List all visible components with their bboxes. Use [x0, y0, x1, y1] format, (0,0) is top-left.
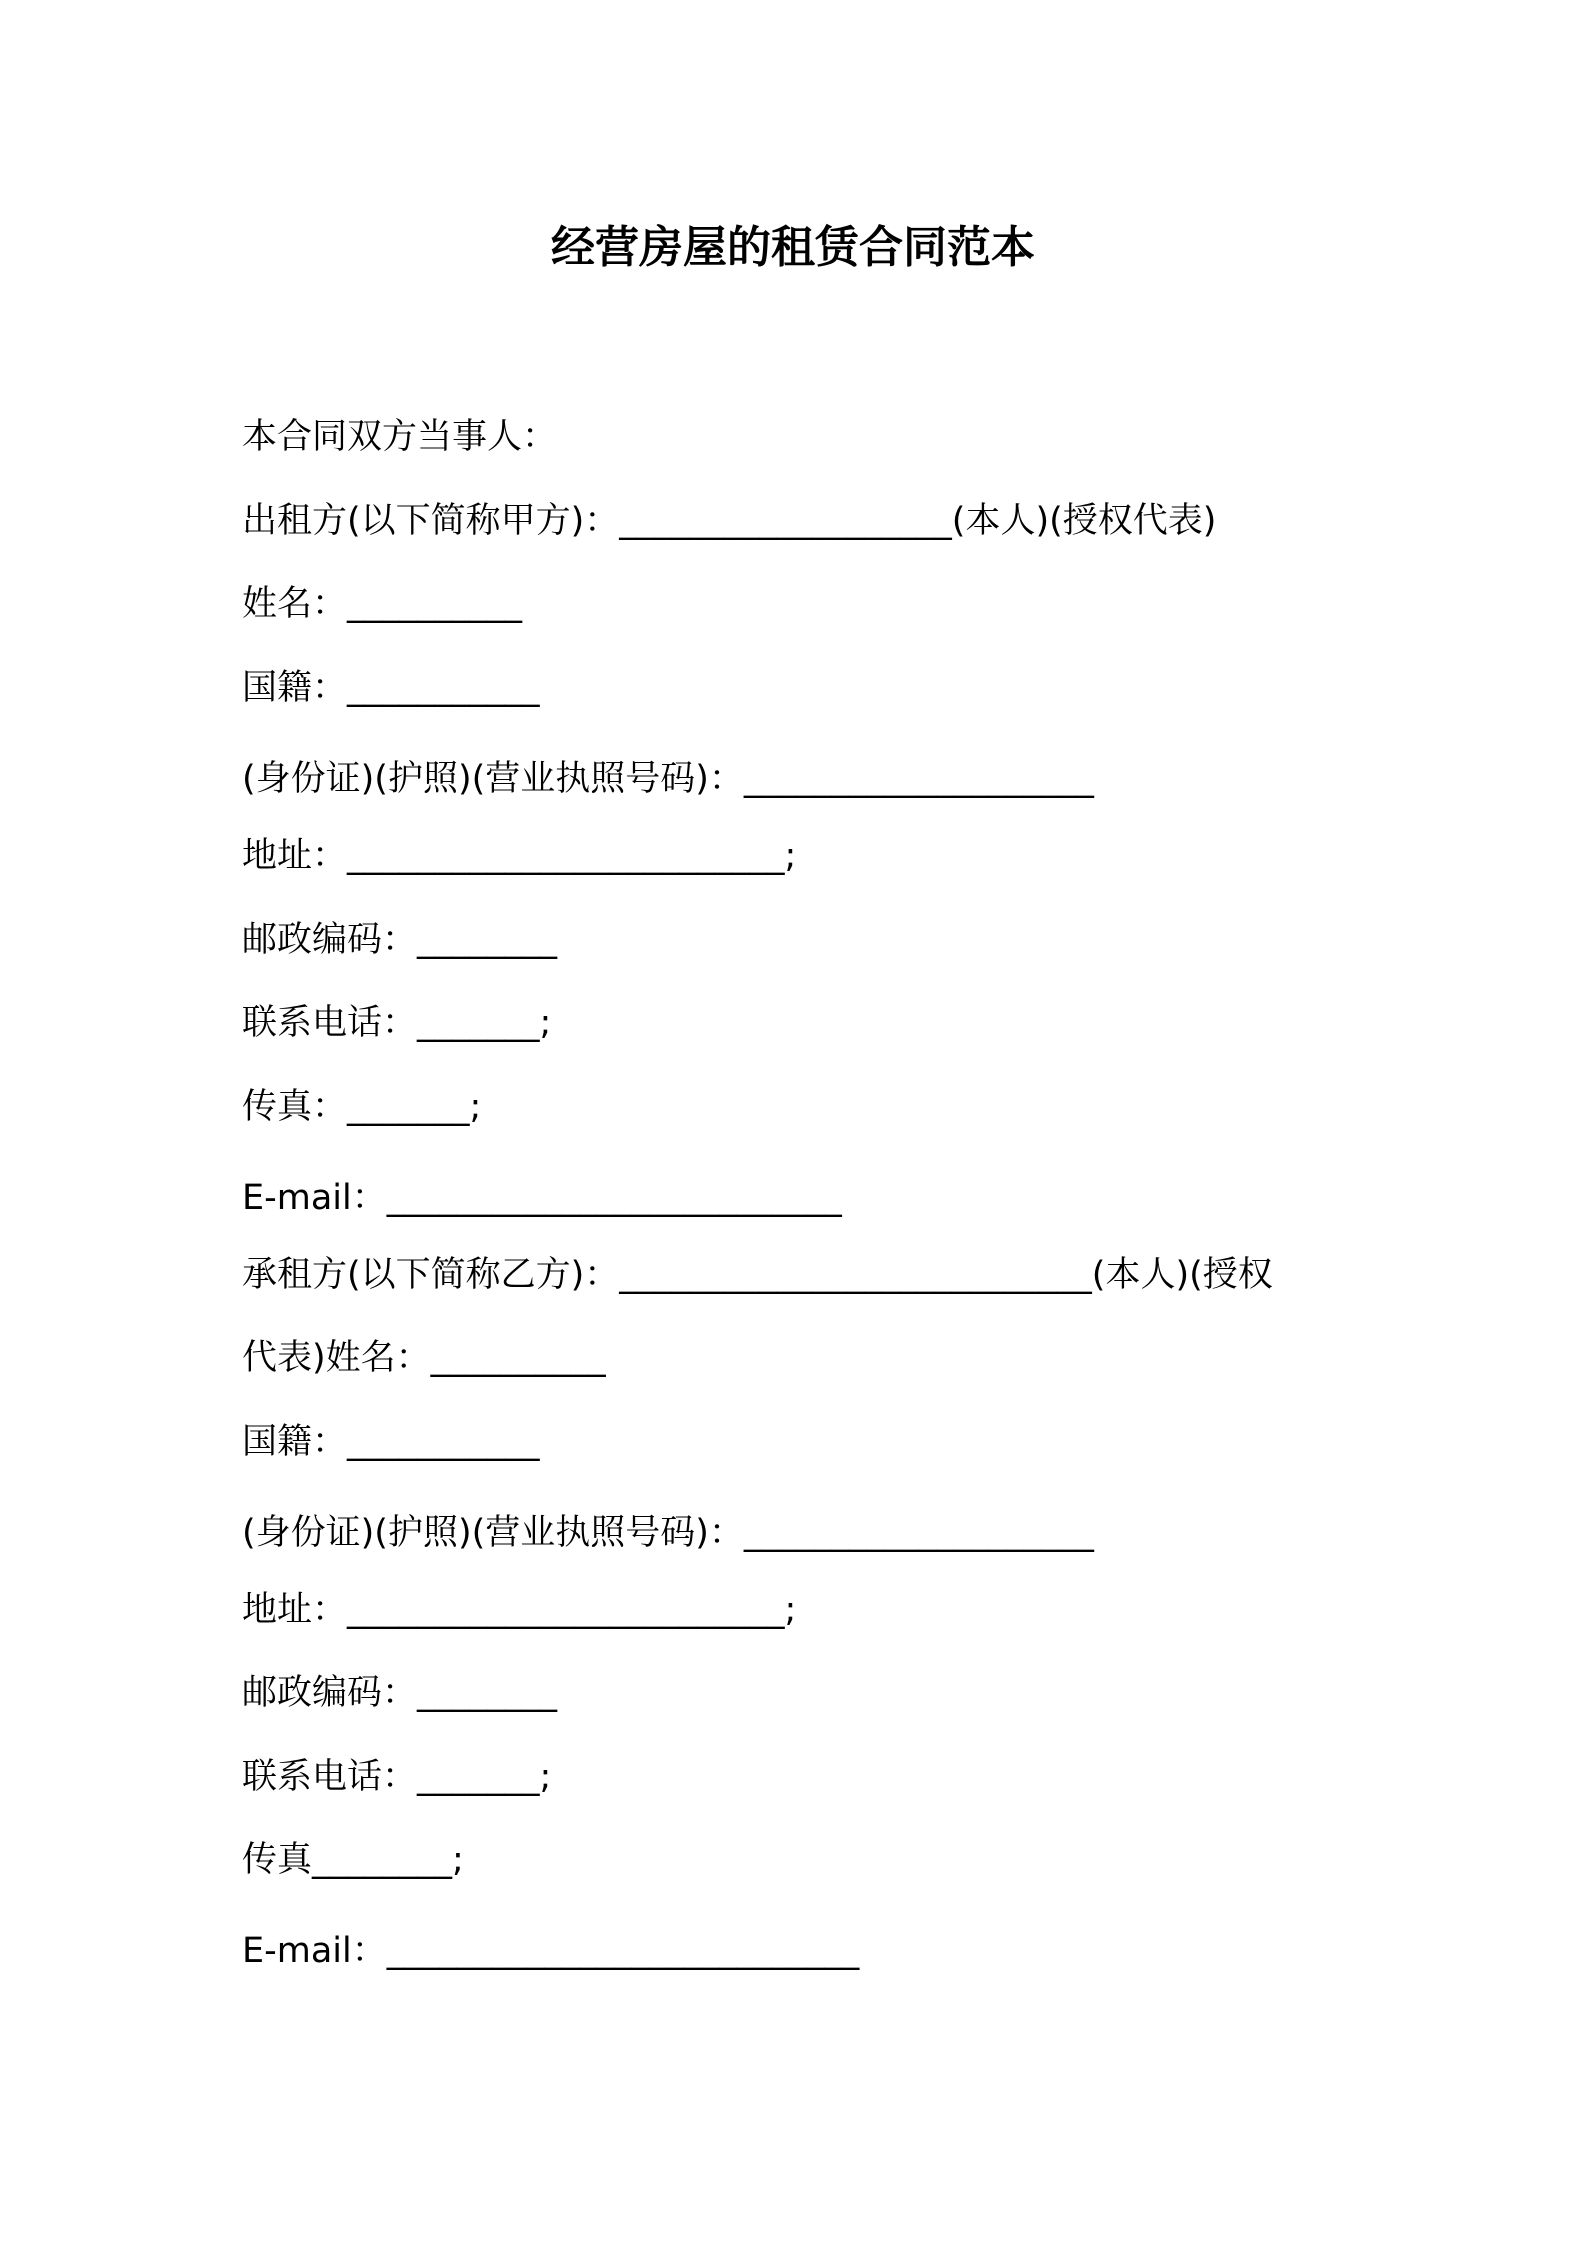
lessor-nationality-field: 国籍：___________	[242, 668, 540, 708]
lessee-postcode-field: 邮政编码：________	[242, 1673, 558, 1713]
lessee-fax-field: 传真________;	[242, 1840, 464, 1880]
document-title: 经营房屋的租赁合同范本	[551, 222, 1035, 273]
lessee-address-field: 地址：_________________________;	[242, 1590, 797, 1630]
lessee-id-field: (身份证)(护照)(营业执照号码)：____________________	[242, 1513, 1094, 1553]
lessor-fax-field: 传真：_______;	[242, 1087, 482, 1127]
lessee-nationality-field: 国籍：___________	[242, 1422, 540, 1462]
lessor-postcode-field: 邮政编码：________	[242, 920, 558, 960]
lessee-phone-field: 联系电话：_______;	[242, 1757, 552, 1797]
lessor-name-field: 姓名：__________	[242, 584, 523, 624]
lessor-address-field: 地址：_________________________;	[242, 836, 797, 876]
lessor-line: 出租方(以下简称甲方)：___________________(本人)(授权代表)	[242, 501, 1217, 541]
lessee-email-field: E-mail：___________________________	[242, 1931, 860, 1971]
lessor-email-field: E-mail：__________________________	[242, 1178, 842, 1218]
parties-heading: 本合同双方当事人：	[242, 417, 558, 457]
lessee-line: 承租方(以下简称乙方)：___________________________(本人)(授权	[242, 1255, 1273, 1295]
lessor-id-field: (身份证)(护照)(营业执照号码)：____________________	[242, 759, 1094, 799]
lessee-name-field: 代表)姓名：__________	[242, 1338, 606, 1378]
lessor-phone-field: 联系电话：_______;	[242, 1003, 552, 1043]
